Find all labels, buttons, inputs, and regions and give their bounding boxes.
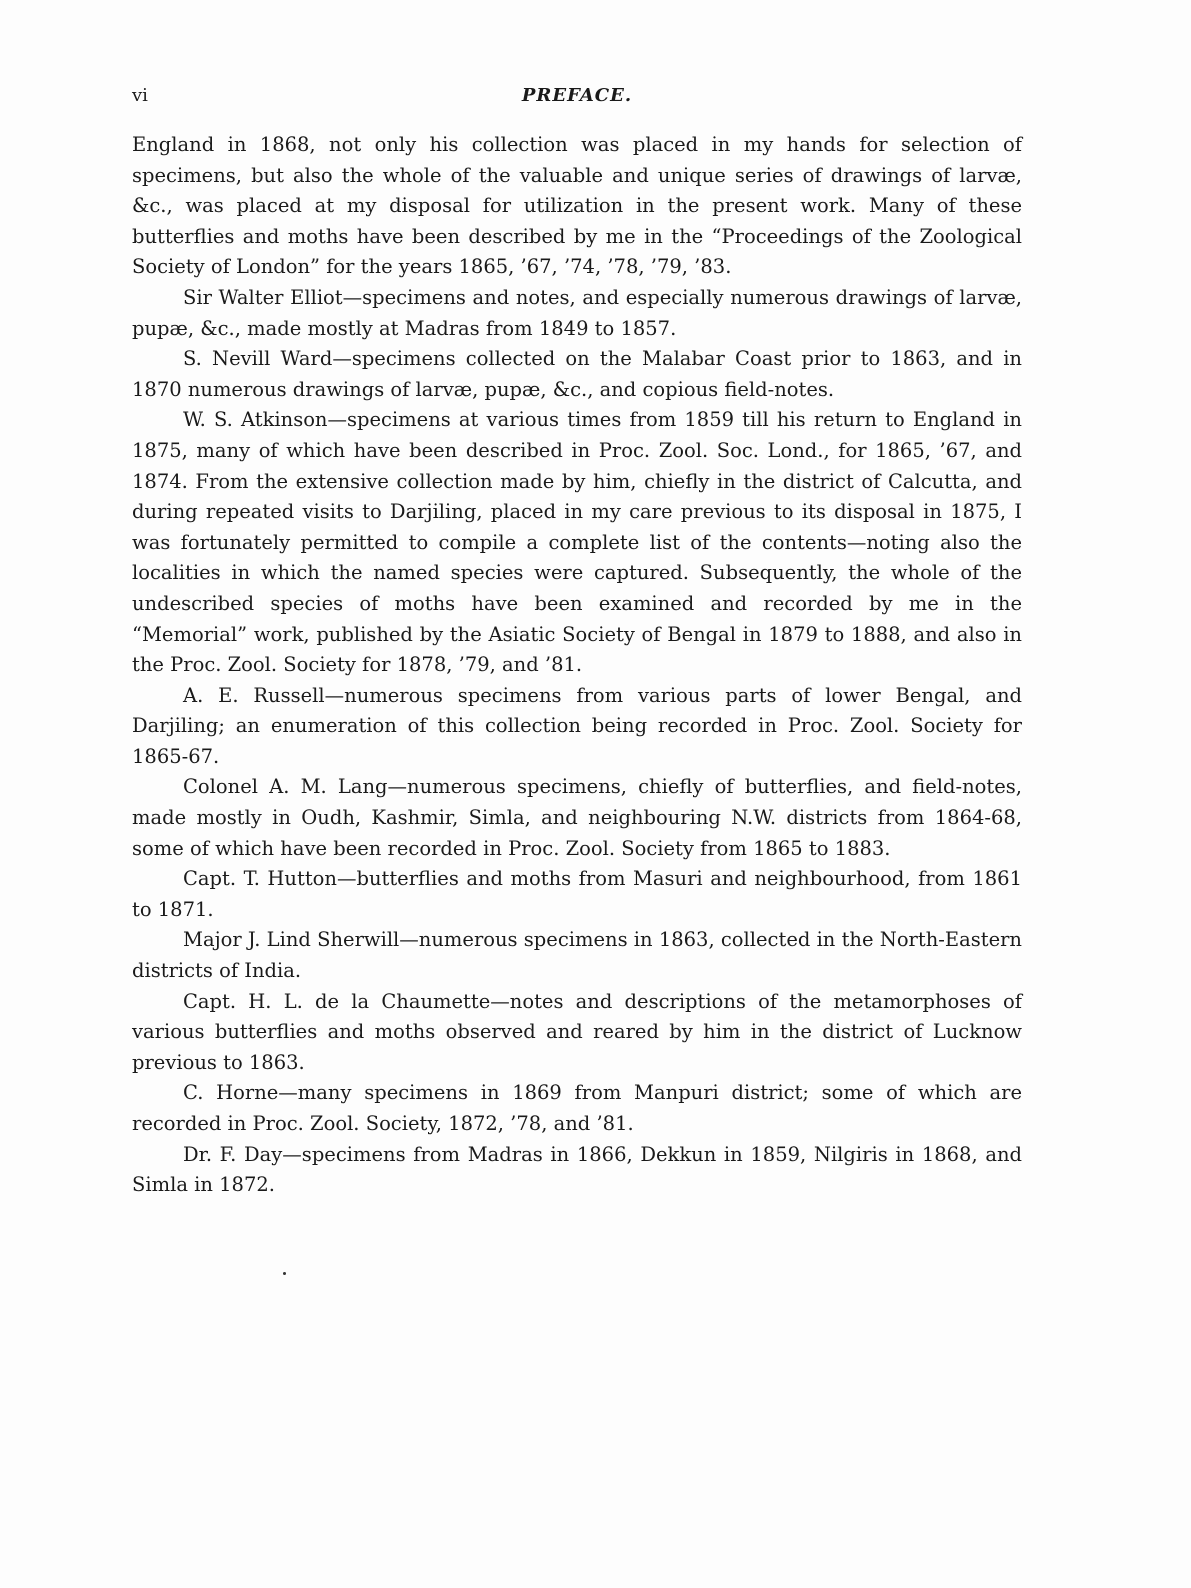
paragraph-russell: A. E. Russell—numerous specimens from various parts of lower Bengal, and Darjiling; an enumeration of this collection being recorded in Proc. Zool. Society for 1865-67. [132, 683, 1022, 768]
paragraph-ward: S. Nevill Ward—specimens collected on the Malabar Coast prior to 1863, and in 1870 numerous drawings of larvæ, pupæ, &c., and copious field-notes. [132, 347, 1022, 401]
paragraph-sherwill: Major J. Lind Sherwill—numerous specimens in 1863, collected in the North-Eastern districts of India. [132, 928, 1022, 983]
running-title: PREFACE. [521, 85, 633, 106]
paragraph-elliot: Sir Walter Elliot—specimens and notes, and especially numerous drawings of larvæ, pupæ, &c., made mostly at Madras from 1849 to 1857. [132, 285, 1022, 340]
paragraph-day: Dr. F. Day—specimens from Madras in 1866, Dekkun in 1859, Nilgiris in 1868, and Simla in 1872. [132, 1142, 1022, 1197]
paragraph-lang: Colonel A. M. Lang—numerous specimens, chiefly of butterflies, and field-notes, made mostly in Oudh, Kashmir, Simla, and neighbouring N.W. districts from 1864-68, some of which have been recorded in Proc. Zool. Society from 1865 to 1883. [132, 775, 1022, 860]
paragraph-hutton: Capt. T. Hutton—butterflies and moths from Masuri and neighbourhood, from 1861 to 1871. [132, 867, 1022, 921]
ink-speck [283, 1272, 286, 1275]
paragraph-chaumette: Capt. H. L. de la Chaumette—notes and descriptions of the metamorphoses of various butterflies and moths observed and reared by him in the district of Lucknow previous to 1863. [132, 989, 1022, 1074]
page-number: vi [132, 85, 148, 106]
body-text [132, 130, 1022, 1201]
paragraph-horne: C. Horne—many specimens in 1869 from Manpuri district; some of which are recorded in Proc. Zool. Society, 1872, ’78, and ’81. [132, 1081, 1022, 1135]
page-header [132, 85, 1022, 113]
paragraph-atkinson: W. S. Atkinson—specimens at various times from 1859 till his return to England in 1875, many of which have been described in Proc. Zool. Soc. Lond., for 1865, ’67, and 1874. From the extensive collection made by him, chiefly in the district of Calcutta, and during repeated visits to Darjiling, placed in my care previous to its disposal in 1875, I was fortunately permitted to compile a complete list of the contents—noting also the localities in which the named species were captured. Subsequently, the whole of the undescribed species of moths have been examined and recorded by me in the “Memorial” work, published by the Asiatic Society of Bengal in 1879 to 1888, and also in the Proc. Zool. Society for 1878, ’79, and ’81. [132, 408, 1022, 677]
paragraph-continued: England in 1868, not only his collection was placed in my hands for selection of specimens, but also the whole of the valuable and unique series of drawings of larvæ, &c., was placed at my disposal for utilization in the present work. Many of these butterflies and moths have been described by me in the “Proceedings of the Zoological Society of London” for the years 1865, ’67, ’74, ’78, ’79, ’83. [132, 133, 1022, 279]
